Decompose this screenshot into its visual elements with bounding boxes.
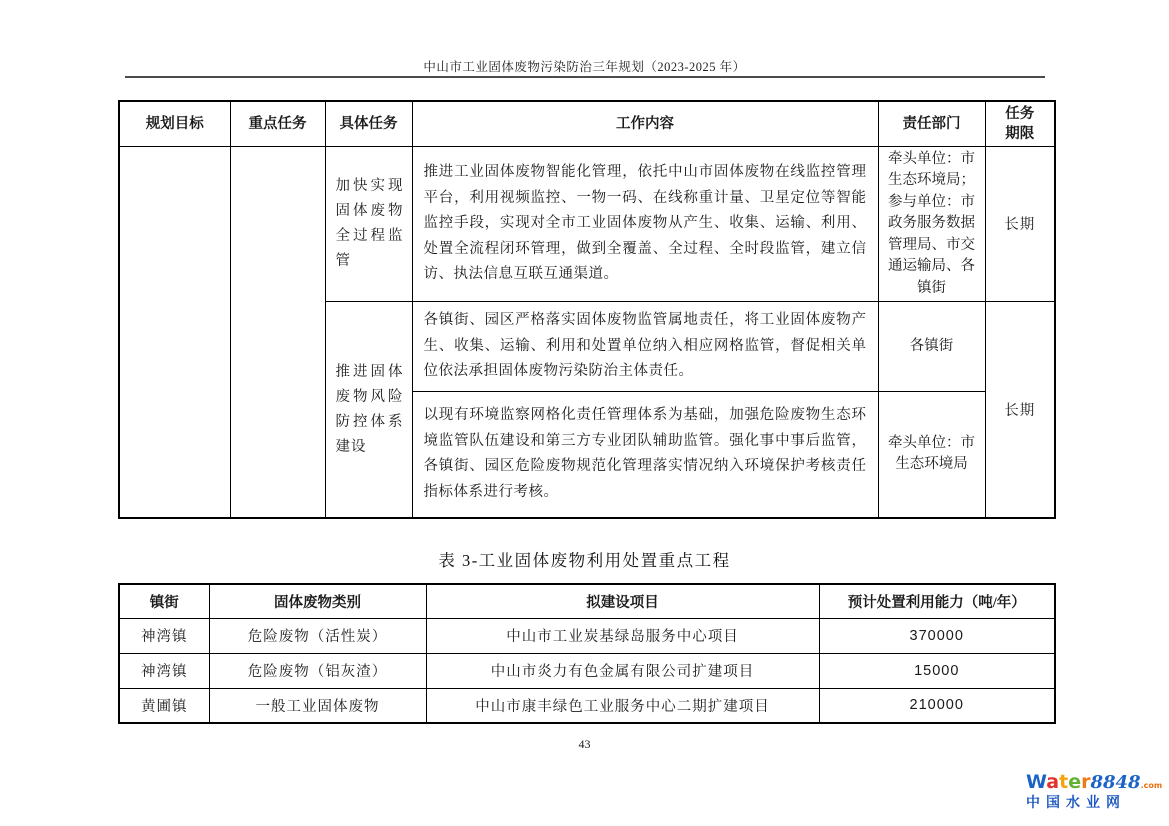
watermark-wordmark <box>1026 773 1161 792</box>
cell-specific-task-1: 加快实现固体废物全过程监管 <box>325 146 412 302</box>
watermark-com-text: .com <box>1140 781 1163 790</box>
cell-work-content-2: 各镇街、园区严格落实固体废物监管属地责任，将工业固体废物产生、收集、运输、利用和处置单位纳入相应网格监管，督促相关单位依法承担固体废物污染防治主体责任。 <box>412 302 878 392</box>
cell-work-content-1: 推进工业固体废物智能化管理，依托中山市固体废物在线监控管理平台，利用视频监控、一物一码、在线称重计量、卫星定位等智能监控手段，实现对全市工业固体废物从产生、收集、运输、利用、处置全流程闭环管理，做到全覆盖、全过程、全时段监管，建立信访、执法信息互联互通渠道。 <box>412 146 878 302</box>
header-rule <box>125 76 1045 78</box>
task-period-line1: 任务 <box>1005 105 1035 122</box>
cell-project-1: 中山市工业炭基绿岛服务中心项目 <box>426 618 819 653</box>
col-header-planning-goal: 规划目标 <box>119 101 230 146</box>
cell-work-content-3: 以现有环境监察网格化责任管理体系为基础，加强危险废物生态环境监管队伍建设和第三方专业团队辅助监管。强化事中事后监管，各镇街、园区危险废物规范化管理落实情况纳入环境保护考核责任指标体系进行考核。 <box>412 391 878 518</box>
watermark-letter: r <box>1081 771 1091 793</box>
cell-town-2: 神湾镇 <box>119 653 209 688</box>
project-table-row <box>119 618 1055 653</box>
task-table-row-1 <box>119 146 1055 302</box>
col-header-task-period <box>985 101 1055 146</box>
cell-planning-goal-empty <box>119 146 230 518</box>
cell-department-2: 各镇街 <box>878 302 985 392</box>
cell-capacity-2: 15000 <box>819 653 1055 688</box>
project-table <box>118 583 1056 724</box>
watermark-letter: t <box>1059 771 1069 793</box>
cell-period-1: 长期 <box>985 146 1055 302</box>
cell-capacity-3: 210000 <box>819 688 1055 723</box>
col-header-specific-task: 具体任务 <box>325 101 412 146</box>
watermark-logo <box>1026 773 1161 810</box>
watermark-water-text <box>1026 771 1090 793</box>
page-number: 43 <box>578 737 591 751</box>
cell-specific-task-2: 推进固体废物风险防控体系建设 <box>325 302 412 519</box>
cell-town-3: 黄圃镇 <box>119 688 209 723</box>
col-header-project: 拟建设项目 <box>426 584 819 618</box>
watermark-letter: e <box>1068 771 1082 793</box>
col-header-work-content: 工作内容 <box>412 101 878 146</box>
cell-project-3: 中山市康丰绿色工业服务中心二期扩建项目 <box>426 688 819 723</box>
cell-category-1: 危险废物（活性炭） <box>209 618 426 653</box>
cell-department-3: 牵头单位：市生态环境局 <box>878 391 985 518</box>
cell-town-1: 神湾镇 <box>119 618 209 653</box>
cell-capacity-1: 370000 <box>819 618 1055 653</box>
watermark-letter: W <box>1026 771 1047 793</box>
cell-project-2: 中山市炎力有色金属有限公司扩建项目 <box>426 653 819 688</box>
project-table-title: 表 3-工业固体废物利用处置重点工程 <box>438 551 731 570</box>
cell-department-1: 牵头单位：市生态环境局；参与单位：市政务服务数据管理局、市交通运输局、各镇街 <box>878 146 985 302</box>
task-table <box>118 100 1056 519</box>
project-table-row <box>119 688 1055 723</box>
col-header-department: 责任部门 <box>878 101 985 146</box>
watermark-letter: a <box>1046 771 1060 793</box>
col-header-key-task: 重点任务 <box>230 101 325 146</box>
cell-category-2: 危险废物（铝灰渣） <box>209 653 426 688</box>
project-table-header-row <box>119 584 1055 618</box>
cell-key-task-empty <box>230 146 325 518</box>
watermark-chinese-text: 中国水业网 <box>1026 795 1126 811</box>
task-table-header-row <box>119 101 1055 146</box>
col-header-waste-category: 固体废物类别 <box>209 584 426 618</box>
task-period-line2: 期限 <box>1005 125 1035 142</box>
cell-period-2: 长期 <box>985 302 1055 519</box>
document-header-title: 中山市工业固体废物污染防治三年规划（2023-2025 年） <box>423 60 746 74</box>
project-table-row <box>119 653 1055 688</box>
col-header-town: 镇街 <box>119 584 209 618</box>
col-header-capacity: 预计处置利用能力（吨/年） <box>819 584 1055 618</box>
watermark-8848-text: 8848 <box>1090 772 1141 793</box>
cell-category-3: 一般工业固体废物 <box>209 688 426 723</box>
